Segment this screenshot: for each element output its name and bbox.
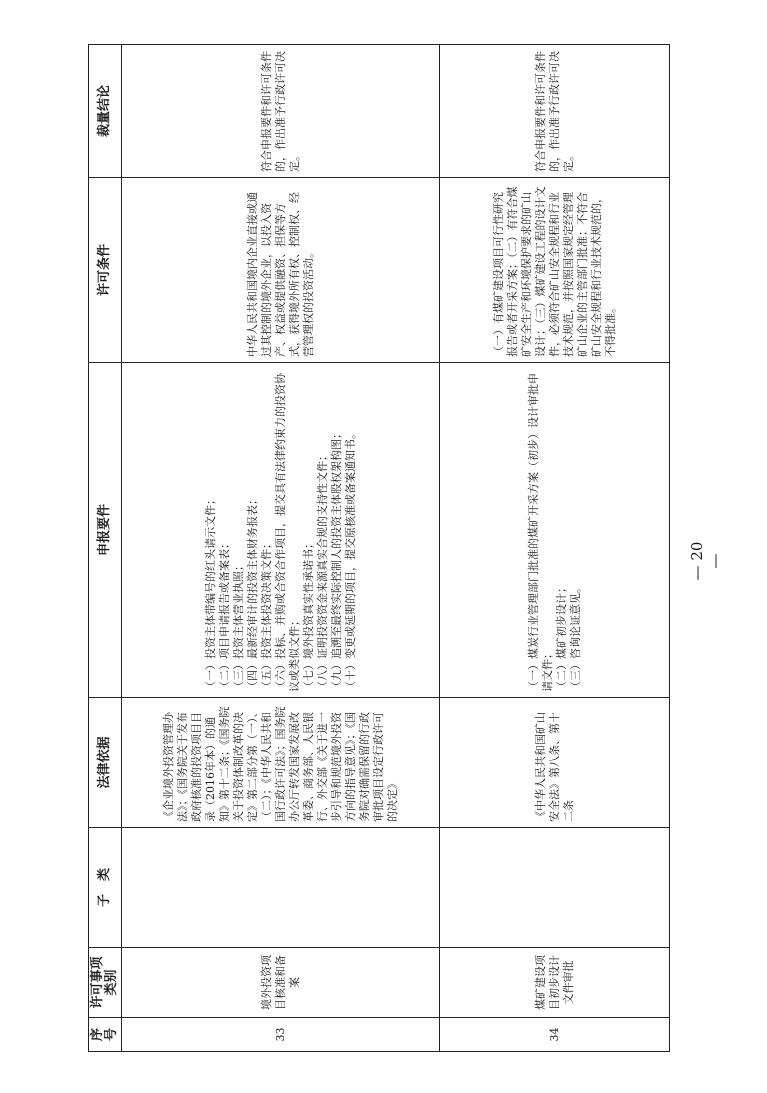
rotated-table-container (88, 45, 662, 1052)
document-item: （二）煤矿初步设计； (554, 582, 568, 692)
row-seq: 33 (122, 1018, 440, 1052)
document-item: （二）项目申请报告或备案表； (217, 538, 231, 692)
document-item: （四）最新经审计的投资主体财务报表； (245, 494, 259, 692)
table-header-row (89, 45, 122, 1052)
row-category: 境外投资项目核准和备案 (122, 948, 440, 1018)
row-seq: 34 (440, 1018, 670, 1052)
header-subcategory: 子 类 (89, 828, 122, 948)
row-conclusion: 符合申报要件和许可条件的，作出准予行政许可决定。 (122, 45, 440, 178)
document-item: （八）证明投资资金来源真实合规的支持性文件； (315, 450, 329, 692)
header-seq: 序号 (89, 1018, 122, 1052)
document-item: （十）变更或延期的项目，提交原核准或备案通知书。 (343, 428, 357, 692)
header-legal-basis: 法律依据 (89, 698, 122, 828)
document-item: （三）投资主体营业执照； (231, 560, 245, 692)
document-item: （一）煤炭行业管理部门批准的煤矿开采方案（初步）设计审批申请文件； (526, 373, 554, 692)
header-category: 许可事项类别 (89, 948, 122, 1018)
row-legal-basis: 《企业境外投资管理办法》；《国务院关于发布政府核准的投资项目目录（2016年本）的通知》第十二条；《国务院关于投资体制改革的决定》第二部分第（一）、（二）；《中华人民共和国行政许可法》；国务院办公厅转发国家发展改革委、商务部、人民银行、外交部《关于进一步引导和规范境外投资方向的指导意见》；《国务院对确需保留的行政审批项目设定行政许可的决定》 (122, 698, 440, 828)
document-item: （六）投标、并购或合资合作项目，提交具有法律约束力的投资协议或类似文件； (273, 373, 301, 692)
row-legal-basis: 《中华人民共和国矿山安全法》第八条、第十二条 (440, 698, 670, 828)
document-item: （五）投资主体投资决策文件； (259, 538, 273, 692)
document-item: （九）追溯至最终实际控制人的投资主体股权架构图； (329, 428, 343, 692)
header-documents: 申报要件 (89, 363, 122, 698)
header-conditions: 许可条件 (89, 178, 122, 363)
row-subcategory (440, 828, 670, 948)
row-category: 煤矿建设项目初步设计文件审批 (440, 948, 670, 1018)
row-documents (440, 363, 670, 698)
document-item: （七）境外投资真实性承诺书； (301, 538, 315, 692)
document-item: （三）咨询论证意见。 (568, 582, 582, 692)
page-number: — 20 — (688, 541, 724, 581)
row-conditions: 中华人民共和国境内企业直接或通过其控制的境外企业，以投入资产、权益或提供融资、担保等方式，获得境外所有权、控制权、经营管理权的投资活动。 (122, 178, 440, 363)
permit-table (88, 44, 670, 1052)
table-row (440, 45, 670, 1052)
row-conclusion: 符合申报要件和许可条件的，作出准予行政许可决定。 (440, 45, 670, 178)
table-row (122, 45, 440, 1052)
header-conclusion: 裁量结论 (89, 45, 122, 178)
document-item: （一）投资主体带编号的红头请示文件； (203, 494, 217, 692)
row-conditions: （一）有煤矿建设项目可行性研究报告或者开采方案；（二）有符合煤矿安全生产和环境保护要求的矿山设计；（三）煤矿建设工程的设计文件，必须符合矿山安全规程和行业技术规范，并按照国家规定经管理矿山企业的主管部门批准；不符合矿山安全规程和行业技术规范的，不得批准。 (440, 178, 670, 363)
row-subcategory (122, 828, 440, 948)
row-documents (122, 363, 440, 698)
